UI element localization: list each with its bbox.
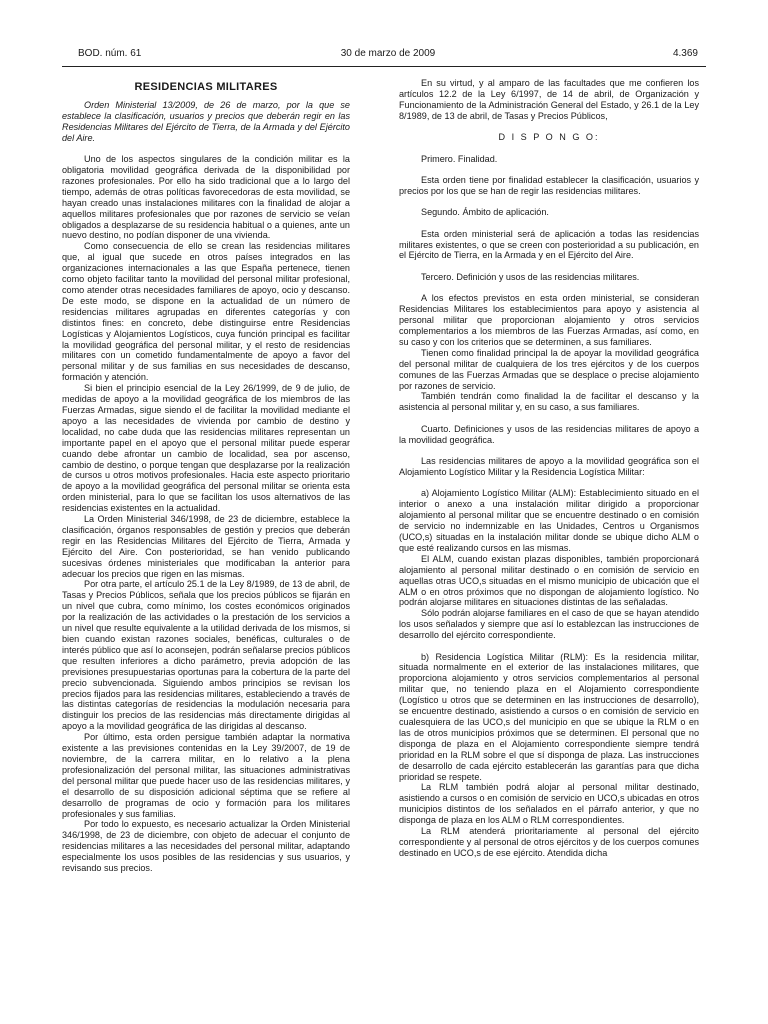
article-heading: Cuarto. Definiciones y usos de las residencias militares de apoyo a la movilidad geográfica. xyxy=(399,423,699,445)
paragraph: Si bien el principio esencial de la Ley 26/1999, de 9 de julio, de medidas de apoyo a la movilidad geográfica de los miembros de las Fuerzas Armadas, sigue siendo el de facilitar la movilidad mediante el apoyo a las necesidades de vivienda por cambio de destino y localidad, no cabe duda que las residencias militares representan un importante papel en el apoyo que el personal militar puede esperar cuando debe afrontar un cambio de localidad, sea por ascenso, cambio de destino, o porque tengan que desplazarse por la realización de cursos u otros motivos profesionales. Hacia este aspecto prioritario de apoyo a la movilidad geográfica del personal militar se orienta esta orden ministerial, para lo que se facilitan los usos alternativos de las residencias existentes en la actualidad. xyxy=(62,383,350,514)
paragraph: b) Residencia Logística Militar (RLM): Es la residencia militar, situada normalmente en el exterior de las instalaciones militares, que proporciona alojamiento y otros servicios complementarios al personal militar que, no teniendo plaza en el Alojamiento correspondiente (Logístico u otros que se determinen en las instrucciones de desarrollo), se encuentre destinado, asistiendo a cursos o en comisión de servicio en cualesquiera de las UCO,s del municipio en que se ubique la RLM o en las de otros municipios próximos que se determinen. El personal que no disponga de plaza en el Alojamiento correspondiente siempre tendrá prioridad en la RLM sobre el que sí disponga de plaza. Las instrucciones de desarrollo de cada ejército establecerán las garantías para que dicha prioridad se respete. xyxy=(399,651,699,782)
paragraph: A los efectos previstos en esta orden ministerial, se consideran Residencias Militares los establecimientos para apoyo y asistencia al personal militar que proporcionan alojamiento y otros servicios complementarios a los miembros de las Fuerzas Armadas, así como, en su caso y con los criterios que se determinen, a sus familiares. xyxy=(399,293,699,347)
paragraph: Esta orden ministerial será de aplicación a todas las residencias militares existentes, o que se creen con posterioridad a su publicación, en el Ejército de Tierra, en la Armada y en el Ejército del Aire. xyxy=(399,228,699,261)
paragraph: Por todo lo expuesto, es necesario actualizar la Orden Ministerial 346/1998, de 23 de diciembre, con objeto de adecuar el conjunto de residencias militares a las necesidades del personal militar, adaptando especialmente los usos posibles de las residencias y sus usuarios, y revisando sus precios. xyxy=(62,819,350,874)
paragraph: Por otra parte, el artículo 25.1 de la Ley 8/1989, de 13 de abril, de Tasas y Precios Públicos, señala que los precios públicos se fijarán en un nivel que cubra, como mínimo, los costes económicos originados por la realización de las actividades o la prestación de los servicios a un nivel que resulte equivalente a la utilidad derivada de los mismos, si bien cuando existan razones sociales, benéficas, culturales o de interés público que así lo aconsejen, podrán señalarse precios públicos que resulten inferiores a dicho parámetro, previa adopción de las previsiones presupuestarias oportunas para la cobertura de la parte del precio subvencionada. Siguiendo ambos principios se revisan los precios fijados para las residencias militares, estableciendo a través de las distintas categorías de residencias la modulación necesaria para distinguir los precios de las residencias más directamente dirigidas al apoyo a la movilidad geográfica de las dirigidas al descanso. xyxy=(62,579,350,732)
page-number: 4.369 xyxy=(672,48,698,59)
paragraph: a) Alojamiento Logístico Militar (ALM): Establecimiento situado en el interior o anexo a una instalación militar dirigido a proporcionar alojamiento al personal militar que se encuentre destinado o en comisión de servicio no indemnizable en las Unidades, Centros u Organismos (UCO,s) situadas en la instalación militar donde se ubique dicho ALM o que esté realizando cursos en las mismas. xyxy=(399,488,699,553)
paragraph: Esta orden tiene por finalidad establecer la clasificación, usuarios y precios por los que se han de regir las residencias militares. xyxy=(399,174,699,196)
left-column xyxy=(62,78,350,1012)
article-heading: Tercero. Definición y usos de las residencias militares. xyxy=(421,271,640,282)
paragraph: El ALM, cuando existan plazas disponibles, también proporcionará alojamiento al personal militar destinado o en comisión de servicio en aquellas otras UCO,s situadas en el mismo municipio de ubicación que el ALM o en otros próximos que no dispongan de alojamiento logístico. No podrán alojarse militares en situaciones distintas de las señaladas. xyxy=(399,553,699,608)
paragraph: En su virtud, y al amparo de las facultades que me confieren los artículos 12.2 de la Ley 6/1997, de 14 de abril, de Organización y Funcionamiento de la Administración General del Estado, y 26.1 de la Ley 8/1989, de 13 de abril, de Tasas y Precios Públicos, xyxy=(399,78,699,121)
paragraph: Las residencias militares de apoyo a la movilidad geográfica son el Alojamiento Logístico Militar y la Residencia Logística Militar: xyxy=(399,456,699,477)
paragraph: También tendrán como finalidad la de facilitar el descanso y la asistencia al personal militar y, en su caso, a sus familiares. xyxy=(399,391,699,413)
article-heading: Segundo. Ámbito de aplicación. xyxy=(421,207,549,218)
page-header xyxy=(78,47,698,61)
paragraph: Como consecuencia de ello se crean las residencias militares que, al igual que sucede en otros países integrados en las organizaciones internacionales a las que España pertenece, tienen como objeto facilitar tanto la movilidad del personal militar profesional, como atender otras necesidades familiares de apoyo, ocio y descanso. De este modo, se dispone en la actualidad de un número de residencias militares agrupadas en diferentes categorías y con distintos fines: en concreto, debe distinguirse entre Residencias Logísticas y Alojamientos Logísticos, cuya función principal es facilitar la movilidad geográfica del personal militar, y el resto de residencias militares con un cometido fundamentalmente de apoyo a favor del personal militar y de sus familias en sus necesidades de descanso, formación y atención. xyxy=(62,241,350,383)
publication-date: 30 de marzo de 2009 xyxy=(340,48,436,59)
article-heading: Primero. Finalidad. xyxy=(421,153,498,164)
order-title: Orden Ministerial 13/2009, de 26 de marzo, por la que se establece la clasificación, usuarios y precios que deberán regir en las Residencias Militares del Ejército de Tierra, de la Armada y del Ejército del Aire. xyxy=(62,100,350,143)
paragraph: Sólo podrán alojarse familiares en el caso de que se hayan atendido los usos señalados y siempre que así lo establezcan las instrucciones de desarrollo del ejército correspondiente. xyxy=(399,608,699,641)
paragraph: Tienen como finalidad principal la de apoyar la movilidad geográfica del personal militar de cualquiera de los tres ejércitos y de los cuerpos comunes de las Fuerzas Armadas que se desplace o precise alojamiento por razones de servicio. xyxy=(399,347,699,391)
section-title: RESIDENCIAS MILITARES xyxy=(134,81,278,93)
paragraph: Por último, esta orden persigue también adaptar la normativa existente a las previsiones contenidas en la Ley 39/2007, de 19 de noviembre, de la carrera militar, en lo relativo a la plena profesionalización del personal militar, las situaciones administrativas del personal militar que puede hacer uso de las residencias militares, y el desarrollo de su disposición adicional séptima que se refiere al desarrollo de programas de ocio y formación para los militares profesionales y sus familias. xyxy=(62,732,350,819)
right-column xyxy=(399,78,699,1012)
bulletin-number: BOD. núm. 61 xyxy=(78,48,142,59)
dispongo-heading: D I S P O N G O: xyxy=(498,132,600,143)
header-rule xyxy=(62,66,706,67)
paragraph: Uno de los aspectos singulares de la condición militar es la obligatoria movilidad geográfica derivada de la disponibilidad por razones profesionales. Por ello ha sido tradicional que a lo largo del tiempo, además de otras políticas favorecedoras de esta movilidad, se hayan creado unas instalaciones militares con la finalidad de alojar a aquellos militares profesionales que por razones de servicio se veían obligados a desplazarse de su residencia habitual o a quienes, ante un nuevo destino, no podían disponer de una vivienda. xyxy=(62,154,350,241)
paragraph: La RLM atenderá prioritariamente al personal del ejército correspondiente y al personal de otros ejércitos y de los cuerpos comunes destinado en UCO,s de ese ejército. Atendida dicha xyxy=(399,826,699,858)
paragraph: La RLM también podrá alojar al personal militar destinado, asistiendo a cursos o en comisión de servicio en UCO,s ubicadas en otros municipios distintos de los señalados en el párrafo anterior, y que no disponga de plaza en los ALM o RLM correspondientes. xyxy=(399,782,699,826)
paragraph: La Orden Ministerial 346/1998, de 23 de diciembre, establece la clasificación, órganos responsables de gestión y precios que deberán regir en las Residencias Militares del Ejército de Tierra, Armada y Ejército del Aire. Con posterioridad, se han venido publicando sucesivas órdenes ministeriales que modificaban la anterior para adecuar los precios que rigen en las mismas. xyxy=(62,514,350,579)
